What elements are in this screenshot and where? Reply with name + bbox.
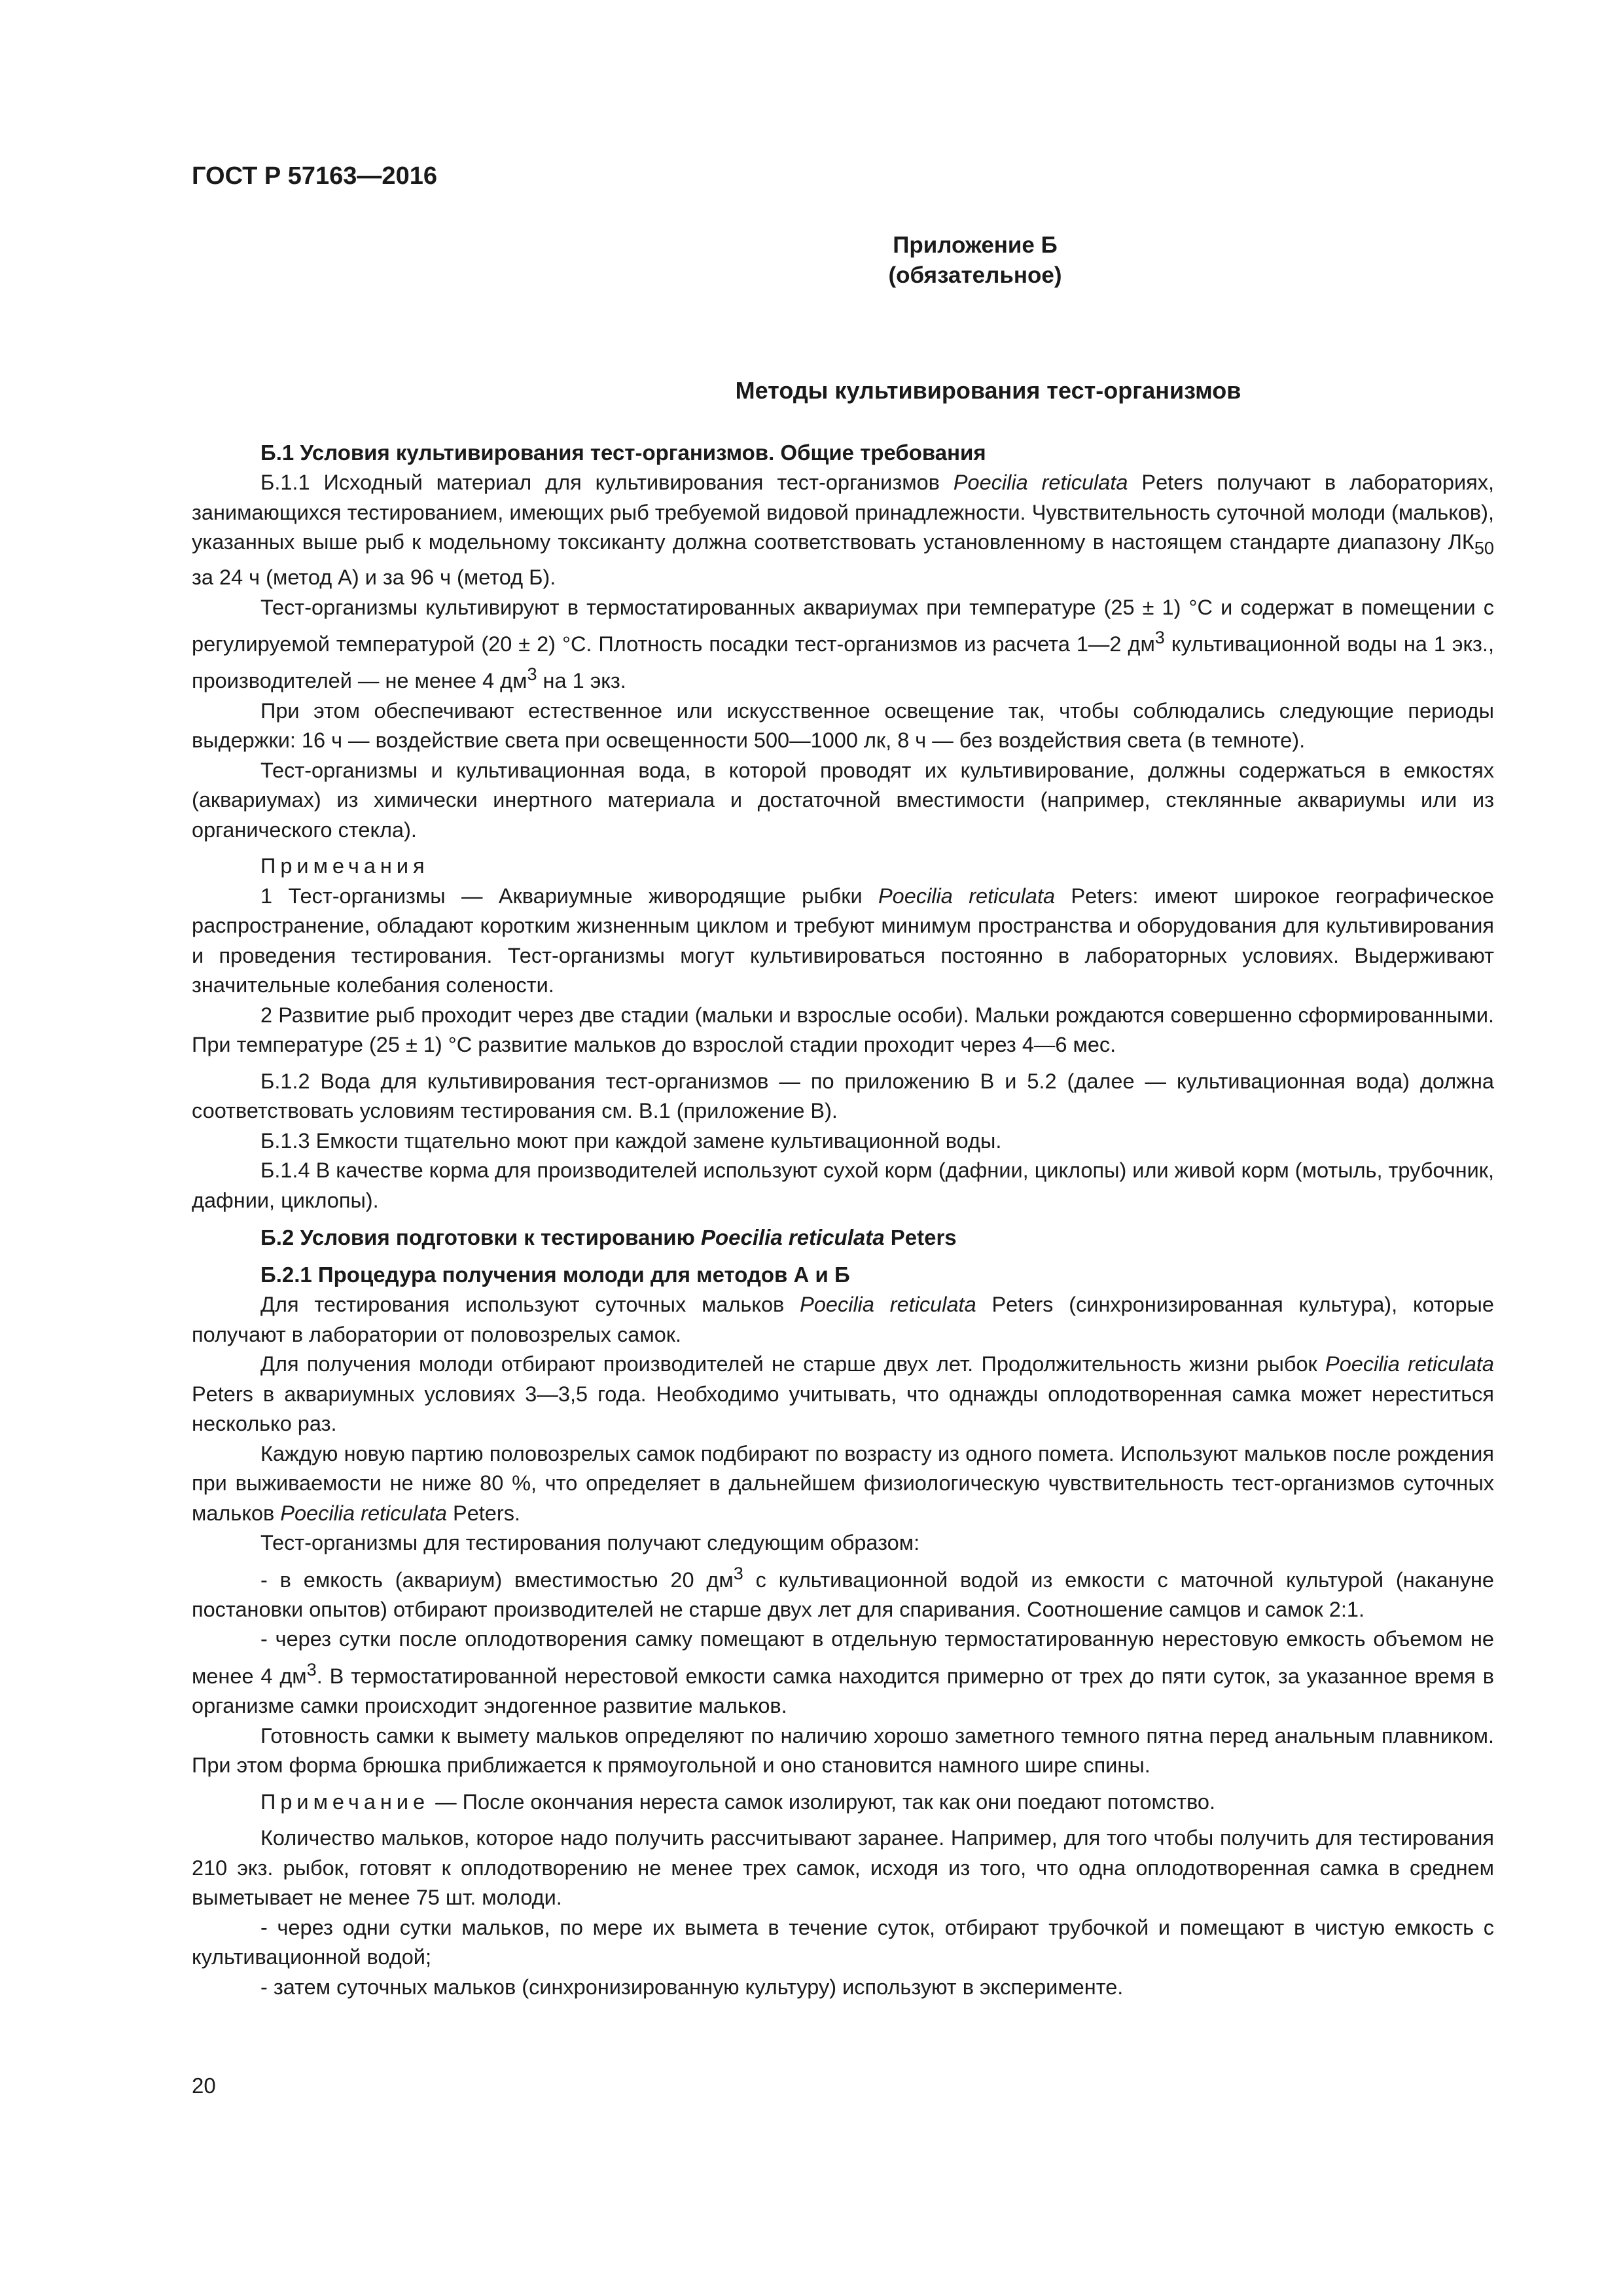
- text-run: на 1 экз.: [537, 669, 626, 693]
- paragraph-b2-procedure-intro: Тест-организмы для тестирования получают следующим образом:: [260, 1531, 920, 1555]
- superscript: 3: [733, 1562, 743, 1583]
- appendix-status: (обязательное): [888, 262, 1062, 288]
- section-b1-heading: Б.1 Условия культивирования тест-организмов. Общие требования: [260, 440, 986, 465]
- note-isolation: [192, 1787, 1494, 1818]
- notes-label: Примечания: [260, 854, 429, 878]
- paragraph-b2-producers: [192, 1350, 1494, 1439]
- text-run: за 24 ч (метод А) и за 96 ч (метод Б).: [192, 565, 556, 589]
- page-title-text: Методы культивирования тест-организмов: [735, 377, 1241, 404]
- text-run: — После окончания нереста самок изолируют, так как они поедают потомство.: [429, 1789, 1216, 1814]
- paragraph-b1-lighting: При этом обеспечивают естественное или искусственное освещение так, чтобы соблюдались следующие периоды выдержки: 16 ч — воздействие света при освещенности 500—1000 лк, 8 ч — без воздействия света (в темноте).: [192, 698, 1494, 753]
- text-run: Б.1.1 Исходный материал для культивирования тест-организмов: [260, 471, 954, 494]
- superscript: 3: [1154, 627, 1165, 647]
- document-body: [192, 437, 1494, 2002]
- text-run: - через сутки после оплодотворения самку помещают в отдельную термостатированную нерестовую емкость объемом не менее 4 дм: [192, 1627, 1494, 1688]
- note-2: 2 Развитие рыб проходит через две стадии (мальки и взрослые особи). Мальки рождаются совершенно сформированными. При температуре (25 ± 1) °С развитие мальков до взрослой стадии проходит через 4—6 мес.: [192, 1003, 1494, 1057]
- text-run: с культивационной водой из емкости с маточной культурой (накануне постановки опытов) отбирают производителей не старше двух лет для спаривания. Соотношение самцов и самок 2:1.: [192, 1568, 1494, 1621]
- species-name: Poecilia reticulata: [280, 1501, 447, 1525]
- subscript: 50: [1474, 537, 1494, 558]
- species-name: Poecilia reticulata: [800, 1293, 976, 1317]
- text-run: - в емкость (аквариум) вместимостью 20 дм: [260, 1568, 734, 1592]
- paragraph-b1-2: Б.1.2 Вода для культивирования тест-организмов — по приложению В и 5.2 (далее — культивационная вода) должна соответствовать условиям тестирования см. В.1 (приложение В).: [192, 1069, 1494, 1123]
- text-run: 1 Тест-организмы — Аквариумные живородящие рыбки: [260, 884, 878, 908]
- text-run: Б.2 Условия подготовки к тестированию: [260, 1225, 701, 1250]
- section-b2-1-heading: Б.2.1 Процедура получения молоди для методов А и Б: [260, 1263, 850, 1287]
- text-run: Для получения молоди отбирают производителей не старше двух лет. Продолжительность жизни рыбок: [260, 1352, 1326, 1376]
- species-name: Poecilia reticulata: [953, 471, 1128, 494]
- page-title: [0, 377, 1623, 404]
- paragraph-b1-1: [192, 468, 1494, 593]
- paragraph-b1-temperature: [192, 593, 1494, 696]
- page-number: 20: [192, 2073, 216, 2098]
- text-run: Peters получают в лабораториях, занимающихся тестированием, имеющих рыб требуемой видовой принадлежности. Чувствительность суточной молоди (мальков), указанных выше рыб к модельному токсиканту должна соответствовать установленному в настоящем стандарте диапазону ЛК: [192, 471, 1494, 554]
- species-name: Poecilia reticulata: [700, 1225, 885, 1250]
- superscript: 3: [306, 1659, 317, 1679]
- text-run: Peters: имеют широкое географическое распространение, обладают коротким жизненным циклом и требуют минимум пространства и оборудования для культивирования и проведения тестирования. Тест-организмы могут культивироваться постоянно в лабораторных условиях. Выдерживают значительные колебания солености.: [192, 884, 1494, 997]
- list-item-aquarium: [192, 1558, 1494, 1625]
- paragraph-b2-1: [192, 1290, 1494, 1350]
- text-run: Тест-организмы культивируют в термостатированных аквариумах при температуре (25 ± 1) °С и содержат в помещении с регулируемой температурой (20 ± 2) °С. Плотность посадки тест-организмов из расчета 1—2 дм: [192, 595, 1494, 656]
- text-run: . В термостатированной нерестовой емкости самка находится примерно от трех до пяти суток, за указанное время в организме самки происходит эндогенное развитие мальков.: [192, 1664, 1494, 1718]
- appendix-label: Приложение Б: [893, 232, 1058, 258]
- paragraph-b1-containers: Тест-организмы и культивационная вода, в которой проводят их культивирование, должны содержаться в емкостях (аквариумах) из химически инертного материала и достаточной вместимости (например, стеклянные аквариумы или из органического стекла).: [192, 758, 1494, 842]
- text-run: Peters: [884, 1225, 957, 1250]
- text-run: Peters в аквариумных условиях 3—3,5 года. Необходимо учитывать, что однажды оплодотворенная самка может нереститься несколько раз.: [192, 1382, 1494, 1436]
- text-run: Для тестирования используют суточных мальков: [260, 1293, 800, 1317]
- paragraph-b2-batches: [192, 1439, 1494, 1529]
- paragraph-b1-4: Б.1.4 В качестве корма для производителей используют сухой корм (дафнии, циклопы) или живой корм (мотыль, трубочник, дафнии, циклопы).: [192, 1158, 1494, 1212]
- document-code: ГОСТ Р 57163—2016: [192, 162, 437, 190]
- paragraph-b2-readiness: Готовность самки к вымету мальков определяют по наличию хорошо заметного темного пятна перед анальным плавником. При этом форма брюшка приближается к прямоугольной и оно становится намного шире спины.: [192, 1723, 1494, 1778]
- species-name: Poecilia reticulata: [1325, 1352, 1494, 1376]
- text-run: Peters.: [447, 1501, 520, 1525]
- paragraph-b1-3: Б.1.3 Емкости тщательно моют при каждой замене культивационной воды.: [260, 1128, 1002, 1153]
- text-run: культивационной воды на 1 экз., производителей — не менее 4 дм: [192, 632, 1494, 693]
- superscript: 3: [527, 664, 537, 685]
- list-item-selection: - через одни сутки мальков, по мере их вымета в течение суток, отбирают трубочкой и помещают в чистую емкость с культивационной водой;: [192, 1915, 1494, 1969]
- note-label: Примечание: [260, 1789, 430, 1814]
- note-1: [192, 882, 1494, 1001]
- section-b2-heading: [192, 1222, 1494, 1253]
- species-name: Poecilia reticulata: [878, 884, 1056, 908]
- list-item-experiment: - затем суточных мальков (синхронизированную культуру) используют в эксперименте.: [260, 1975, 1124, 1999]
- appendix-heading: [0, 230, 1623, 291]
- text-run: Peters (синхронизированная культура), которые получают в лаборатории от половозрелых самок.: [192, 1293, 1494, 1346]
- text-run: Каждую новую партию половозрелых самок подбирают по возрасту из одного помета. Используют мальков после рождения при выживаемости не ниже 80 %, что определяет в дальнейшем физиологическую чувствительность тест-организмов суточных мальков: [192, 1441, 1494, 1525]
- list-item-spawning: [192, 1624, 1494, 1721]
- paragraph-b2-count: Количество мальков, которое надо получить рассчитывают заранее. Например, для того чтобы получить для тестирования 210 экз. рыбок, готовят к оплодотворению не менее трех самок, исходя из того, что одна оплодотворенная самка в среднем выметывает не менее 75 шт. молоди.: [192, 1826, 1494, 1910]
